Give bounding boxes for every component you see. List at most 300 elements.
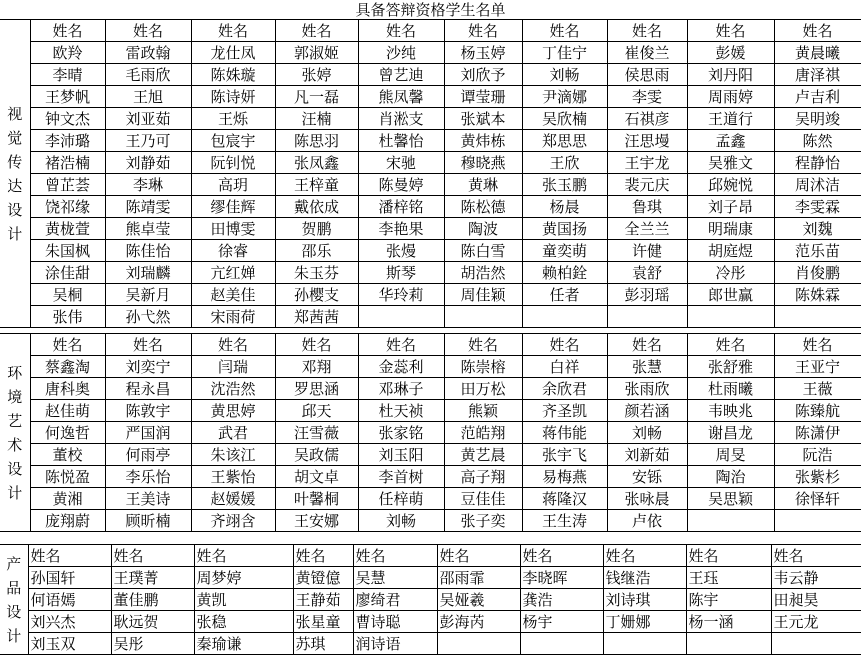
student-name-cell: 周雨婷	[687, 86, 774, 108]
student-name-cell: 范乐苗	[774, 240, 861, 262]
student-name-cell: 邓琳子	[358, 378, 444, 400]
student-name-cell: 陈臻航	[774, 400, 861, 422]
student-name-cell: 刘静茹	[105, 152, 191, 174]
student-name-cell: 杜雨曦	[687, 378, 774, 400]
student-name-cell: 潘梓铭	[358, 196, 444, 218]
student-name-cell: 穆晓燕	[444, 152, 522, 174]
student-name-cell: 李沛璐	[30, 130, 105, 152]
student-name-cell: 王紫怡	[191, 466, 275, 488]
column-header: 姓名	[358, 20, 444, 42]
student-name-cell: 吴新月	[105, 284, 191, 306]
student-name-cell: 顾昕楠	[105, 510, 191, 532]
student-name-cell: 吴桐	[30, 284, 105, 306]
section-visual-communication	[0, 19, 861, 328]
student-name-cell: 李首树	[358, 466, 444, 488]
column-header: 姓名	[194, 545, 293, 567]
student-name-cell: 李艳果	[358, 218, 444, 240]
student-name-cell: 蒋隆汉	[522, 488, 607, 510]
student-name-cell: 裴元庆	[607, 174, 687, 196]
student-name-cell: 王道行	[687, 108, 774, 130]
student-name-cell: 黄炜栋	[444, 130, 522, 152]
section-product-design	[0, 544, 861, 655]
student-name-cell: 肖淞支	[358, 108, 444, 130]
student-name-cell: 雷政翰	[105, 42, 191, 64]
student-name-cell: 陈崇榕	[444, 356, 522, 378]
table-row	[0, 306, 861, 328]
student-name-cell: 朱该江	[191, 444, 275, 466]
student-name-cell: 刘瑞麟	[105, 262, 191, 284]
student-name-cell: 齐翊含	[191, 510, 275, 532]
student-name-cell: 胡浩然	[444, 262, 522, 284]
student-name-cell: 吴慧	[353, 567, 437, 589]
student-name-cell: 严国润	[105, 422, 191, 444]
student-name-cell	[444, 306, 522, 328]
student-name-cell: 陈白雪	[444, 240, 522, 262]
table-row	[0, 444, 861, 466]
student-name-cell: 唐科奥	[30, 378, 105, 400]
student-name-cell: 褚浩楠	[30, 152, 105, 174]
table-row	[0, 108, 861, 130]
student-name-cell	[687, 306, 774, 328]
student-name-cell: 何语嫣	[28, 589, 111, 611]
student-name-cell: 徐睿	[191, 240, 275, 262]
student-name-cell: 刘玉阳	[358, 444, 444, 466]
student-name-cell: 吴雅文	[687, 152, 774, 174]
student-name-cell: 陈思羽	[275, 130, 358, 152]
column-header: 姓名	[111, 545, 194, 567]
student-name-cell: 彭羽瑶	[607, 284, 687, 306]
section-label-char: 术	[7, 435, 23, 454]
student-name-cell: 何雨亭	[105, 444, 191, 466]
student-name-cell: 汪雪薇	[275, 422, 358, 444]
student-name-cell: 石祺彦	[607, 108, 687, 130]
student-name-cell: 任者	[522, 284, 607, 306]
student-name-cell: 张家铭	[358, 422, 444, 444]
table-row	[0, 510, 861, 532]
student-name-cell: 卢吉利	[774, 86, 861, 108]
table-row	[0, 284, 861, 306]
student-name-cell: 王烁	[191, 108, 275, 130]
student-name-cell: 王梓童	[275, 174, 358, 196]
student-name-cell: 苏琪	[293, 633, 353, 655]
table-row	[0, 174, 861, 196]
student-name-cell	[522, 306, 607, 328]
column-header: 姓名	[444, 334, 522, 356]
student-name-cell: 阮钊悦	[191, 152, 275, 174]
student-name-cell: 陈敦宇	[105, 400, 191, 422]
student-name-cell: 安铄	[607, 466, 687, 488]
student-name-cell: 杜馨怡	[358, 130, 444, 152]
student-name-cell: 丁姗娜	[603, 611, 686, 633]
student-name-cell: 袁舒	[607, 262, 687, 284]
student-name-cell: 卢依	[607, 510, 687, 532]
section-label	[0, 20, 30, 328]
student-name-cell: 王旭	[105, 86, 191, 108]
student-name-cell: 沈浩然	[191, 378, 275, 400]
student-name-cell: 王梦帆	[30, 86, 105, 108]
student-name-cell: 张子奕	[444, 510, 522, 532]
student-name-cell: 宋驰	[358, 152, 444, 174]
student-name-cell: 余欣君	[522, 378, 607, 400]
student-name-cell: 邵雨霏	[437, 567, 520, 589]
column-header: 姓名	[774, 20, 861, 42]
column-header: 姓名	[275, 334, 358, 356]
student-name-cell: 田昶昊	[771, 589, 861, 611]
table-row	[0, 86, 861, 108]
student-name-cell: 张稳	[194, 611, 293, 633]
student-name-cell: 耿远贺	[111, 611, 194, 633]
table-row	[0, 262, 861, 284]
student-name-cell: 陈宇	[686, 589, 771, 611]
student-name-cell: 亢红婵	[191, 262, 275, 284]
section-label-char: 产	[6, 554, 22, 573]
section-label-char: 设	[7, 200, 23, 219]
student-name-cell: 唐泽祺	[774, 64, 861, 86]
table-row	[0, 378, 861, 400]
student-name-cell: 张舒雅	[687, 356, 774, 378]
student-name-cell: 武君	[191, 422, 275, 444]
student-name-cell: 赵媛媛	[191, 488, 275, 510]
student-name-cell: 欧羚	[30, 42, 105, 64]
student-name-cell: 张紫杉	[774, 466, 861, 488]
student-name-cell: 田博雯	[191, 218, 275, 240]
student-name-cell: 黄镫億	[293, 567, 353, 589]
section-label-char: 境	[7, 387, 23, 406]
student-name-cell: 毛雨欣	[105, 64, 191, 86]
student-name-cell: 王美诗	[105, 488, 191, 510]
column-header: 姓名	[28, 545, 111, 567]
student-name-cell: 阮浩	[774, 444, 861, 466]
table-row	[0, 356, 861, 378]
column-header: 姓名	[191, 20, 275, 42]
student-name-cell	[771, 633, 861, 655]
student-name-cell: 陈悦盈	[30, 466, 105, 488]
student-name-cell: 陶波	[444, 218, 522, 240]
table-row	[0, 567, 861, 589]
student-name-cell: 龚浩	[520, 589, 603, 611]
student-name-cell: 胡文卓	[275, 466, 358, 488]
student-name-cell	[774, 306, 861, 328]
student-name-cell: 李晴	[30, 64, 105, 86]
student-name-cell: 肖俊鹏	[774, 262, 861, 284]
student-name-cell: 陈姝霖	[774, 284, 861, 306]
column-header: 姓名	[358, 334, 444, 356]
student-name-cell: 熊颖	[444, 400, 522, 422]
section-label-char: 计	[7, 224, 23, 243]
student-name-cell: 秦瑜谦	[194, 633, 293, 655]
student-name-cell: 徐怿轩	[774, 488, 861, 510]
student-name-cell: 龙仕凤	[191, 42, 275, 64]
student-name-cell: 张咏晨	[607, 488, 687, 510]
table-row	[0, 196, 861, 218]
header-row	[0, 20, 861, 42]
section-label	[0, 334, 30, 532]
student-name-cell: 齐圣凯	[522, 400, 607, 422]
student-name-cell: 黄琳	[444, 174, 522, 196]
student-name-cell: 谭莹珊	[444, 86, 522, 108]
student-name-cell: 戴依成	[275, 196, 358, 218]
student-name-cell: 陈松德	[444, 196, 522, 218]
section-label	[0, 545, 28, 655]
student-name-cell: 黄国扬	[522, 218, 607, 240]
student-name-cell: 张熳	[358, 240, 444, 262]
header-row	[0, 545, 861, 567]
student-name-cell: 王生涛	[522, 510, 607, 532]
student-name-cell: 陈然	[774, 130, 861, 152]
student-name-cell: 陈诗妍	[191, 86, 275, 108]
student-name-cell: 黄艺晨	[444, 444, 522, 466]
column-header: 姓名	[687, 20, 774, 42]
section-label-char: 艺	[7, 411, 23, 430]
student-name-cell: 李雯	[607, 86, 687, 108]
student-name-cell: 金蕊利	[358, 356, 444, 378]
section-label-char: 设	[7, 459, 23, 478]
column-header: 姓名	[105, 334, 191, 356]
table-row	[0, 589, 861, 611]
student-name-cell: 刘玉双	[28, 633, 111, 655]
student-name-cell: 黄凯	[194, 589, 293, 611]
student-name-cell: 李雯霖	[774, 196, 861, 218]
student-name-cell: 刘畅	[607, 422, 687, 444]
student-name-cell: 韦映兆	[687, 400, 774, 422]
section-label-char: 计	[7, 483, 23, 502]
student-name-cell: 董佳鹏	[111, 589, 194, 611]
student-name-cell: 庞翔蔚	[30, 510, 105, 532]
column-header: 姓名	[603, 545, 686, 567]
student-name-cell: 杨晨	[522, 196, 607, 218]
student-name-cell: 周佳颖	[444, 284, 522, 306]
student-name-cell: 彭海芮	[437, 611, 520, 633]
student-name-cell: 豆佳佳	[444, 488, 522, 510]
column-header: 姓名	[774, 334, 861, 356]
student-name-cell: 润诗语	[353, 633, 437, 655]
student-name-cell: 赵佳萌	[30, 400, 105, 422]
student-name-cell: 吴思颖	[687, 488, 774, 510]
student-name-cell: 尹滴娜	[522, 86, 607, 108]
student-name-cell: 白祥	[522, 356, 607, 378]
student-name-cell: 黄思婷	[191, 400, 275, 422]
column-header: 姓名	[30, 20, 105, 42]
student-name-cell: 王薇	[774, 378, 861, 400]
student-name-cell: 孙弋然	[105, 306, 191, 328]
student-name-cell: 张玉鹏	[522, 174, 607, 196]
section-label-char: 视	[7, 104, 23, 123]
column-header: 姓名	[522, 20, 607, 42]
student-name-cell: 蔡鑫淘	[30, 356, 105, 378]
table-row	[0, 152, 861, 174]
table-row	[0, 400, 861, 422]
student-name-cell: 冷彤	[687, 262, 774, 284]
student-name-cell: 高子翔	[444, 466, 522, 488]
column-header: 姓名	[444, 20, 522, 42]
student-name-cell: 刘魏	[774, 218, 861, 240]
student-name-cell: 张星童	[293, 611, 353, 633]
student-name-cell: 邱婉悦	[687, 174, 774, 196]
student-name-cell: 田万松	[444, 378, 522, 400]
student-name-cell: 陈姝璇	[191, 64, 275, 86]
student-name-cell: 吴政儒	[275, 444, 358, 466]
student-name-cell: 郎世赢	[687, 284, 774, 306]
page-title: 具备答辩资格学生名单	[355, 1, 506, 19]
table-row	[0, 488, 861, 510]
student-name-cell: 钟文杰	[30, 108, 105, 130]
student-name-cell: 王元龙	[771, 611, 861, 633]
student-name-cell: 李晓晖	[520, 567, 603, 589]
column-header: 姓名	[771, 545, 861, 567]
student-name-cell: 杨玉婷	[444, 42, 522, 64]
student-name-cell: 熊凤馨	[358, 86, 444, 108]
student-name-cell: 邵乐	[275, 240, 358, 262]
student-name-cell	[687, 510, 774, 532]
student-name-cell: 陈靖雯	[105, 196, 191, 218]
column-header: 姓名	[191, 334, 275, 356]
student-name-cell: 吴欣楠	[522, 108, 607, 130]
student-name-cell: 罗思涵	[275, 378, 358, 400]
student-name-cell	[520, 633, 603, 655]
column-header: 姓名	[687, 334, 774, 356]
student-name-cell: 贺鹏	[275, 218, 358, 240]
student-name-cell: 钱继浩	[603, 567, 686, 589]
student-name-cell: 张雨欣	[607, 378, 687, 400]
student-name-cell: 吴明竣	[774, 108, 861, 130]
student-name-cell: 董校	[30, 444, 105, 466]
table-row	[0, 218, 861, 240]
student-name-cell: 刘子昂	[687, 196, 774, 218]
student-name-cell: 周沭洁	[774, 174, 861, 196]
student-name-cell: 何逸哲	[30, 422, 105, 444]
student-name-cell: 王宇龙	[607, 152, 687, 174]
student-name-cell: 张宇飞	[522, 444, 607, 466]
student-name-cell: 刘兴杰	[28, 611, 111, 633]
student-name-cell: 王亚宁	[774, 356, 861, 378]
student-name-cell: 杨宇	[520, 611, 603, 633]
student-name-cell: 张慧	[607, 356, 687, 378]
student-name-cell: 韦云静	[771, 567, 861, 589]
student-name-cell: 刘畅	[358, 510, 444, 532]
student-name-cell: 王安娜	[275, 510, 358, 532]
student-name-cell: 饶祁缘	[30, 196, 105, 218]
student-name-cell: 缪佳辉	[191, 196, 275, 218]
table-row	[0, 64, 861, 86]
student-name-cell: 张伟	[30, 306, 105, 328]
student-name-cell: 易梅燕	[522, 466, 607, 488]
student-name-cell: 黄栊萱	[30, 218, 105, 240]
student-name-cell: 赵美佳	[191, 284, 275, 306]
column-header: 姓名	[437, 545, 520, 567]
student-name-cell: 程静怡	[774, 152, 861, 174]
student-name-cell: 邓翔	[275, 356, 358, 378]
student-name-cell: 王珏	[686, 567, 771, 589]
student-name-cell: 曹诗聪	[353, 611, 437, 633]
student-name-cell: 刘亚茹	[105, 108, 191, 130]
student-name-cell	[607, 306, 687, 328]
table-row	[0, 466, 861, 488]
student-name-cell: 鲁琪	[607, 196, 687, 218]
student-name-cell: 朱国枫	[30, 240, 105, 262]
student-name-cell: 邱天	[275, 400, 358, 422]
student-name-cell: 刘欣予	[444, 64, 522, 86]
student-name-cell: 陈潇伊	[774, 422, 861, 444]
student-name-cell: 张斌本	[444, 108, 522, 130]
student-name-cell: 黄湘	[30, 488, 105, 510]
student-name-cell: 陈曼婷	[358, 174, 444, 196]
student-name-cell	[437, 633, 520, 655]
student-name-cell: 汪楠	[275, 108, 358, 130]
student-name-cell	[686, 633, 771, 655]
student-name-cell: 赖柏銓	[522, 262, 607, 284]
column-header: 姓名	[105, 20, 191, 42]
student-name-cell: 凡一磊	[275, 86, 358, 108]
student-name-cell: 范皓翔	[444, 422, 522, 444]
column-header: 姓名	[30, 334, 105, 356]
student-name-cell: 程永昌	[105, 378, 191, 400]
student-name-cell: 曾芷荟	[30, 174, 105, 196]
student-name-cell: 吴彤	[111, 633, 194, 655]
student-name-cell: 郭淑姬	[275, 42, 358, 64]
student-name-cell: 沙纯	[358, 42, 444, 64]
student-name-cell: 李琳	[105, 174, 191, 196]
section-label-char: 计	[6, 626, 22, 645]
student-name-cell: 包宸宇	[191, 130, 275, 152]
student-name-cell: 宋雨荷	[191, 306, 275, 328]
student-name-cell: 侯思雨	[607, 64, 687, 86]
column-header: 姓名	[607, 334, 687, 356]
header-row	[0, 334, 861, 356]
student-name-cell: 全兰兰	[607, 218, 687, 240]
column-header: 姓名	[275, 20, 358, 42]
column-header: 姓名	[353, 545, 437, 567]
section-label-char: 传	[7, 152, 23, 171]
student-name-cell	[603, 633, 686, 655]
student-name-cell: 周旻	[687, 444, 774, 466]
table-row	[0, 611, 861, 633]
column-header: 姓名	[607, 20, 687, 42]
student-name-cell: 胡庭煜	[687, 240, 774, 262]
student-name-cell: 闫瑞	[191, 356, 275, 378]
student-name-cell: 杨一涵	[686, 611, 771, 633]
student-name-cell: 刘奕宁	[105, 356, 191, 378]
student-name-cell: 斯琴	[358, 262, 444, 284]
student-name-cell: 朱玉芬	[275, 262, 358, 284]
student-name-cell: 汪思墁	[607, 130, 687, 152]
student-name-cell: 熊卓莹	[105, 218, 191, 240]
table-row	[0, 633, 861, 655]
section-label-char: 设	[6, 602, 22, 621]
section-label-char: 达	[7, 176, 23, 195]
column-header: 姓名	[686, 545, 771, 567]
student-name-cell: 张凤鑫	[275, 152, 358, 174]
student-name-cell: 孟鑫	[687, 130, 774, 152]
student-name-cell: 王欣	[522, 152, 607, 174]
student-name-cell: 李乐怡	[105, 466, 191, 488]
student-name-cell: 杜天祯	[358, 400, 444, 422]
student-name-cell: 郑茜茜	[275, 306, 358, 328]
student-name-cell	[774, 510, 861, 532]
student-name-cell: 谢昌龙	[687, 422, 774, 444]
student-name-cell: 刘畅	[522, 64, 607, 86]
student-name-cell: 王静茹	[293, 589, 353, 611]
student-name-cell: 高玥	[191, 174, 275, 196]
student-name-cell: 刘诗琪	[603, 589, 686, 611]
student-name-cell: 陶治	[687, 466, 774, 488]
student-name-cell: 蒋伟能	[522, 422, 607, 444]
student-name-cell: 孙樱支	[275, 284, 358, 306]
column-header: 姓名	[520, 545, 603, 567]
student-name-cell: 吴娅羲	[437, 589, 520, 611]
student-name-cell: 王乃可	[105, 130, 191, 152]
student-name-cell: 孙国轩	[28, 567, 111, 589]
table-row	[0, 422, 861, 444]
